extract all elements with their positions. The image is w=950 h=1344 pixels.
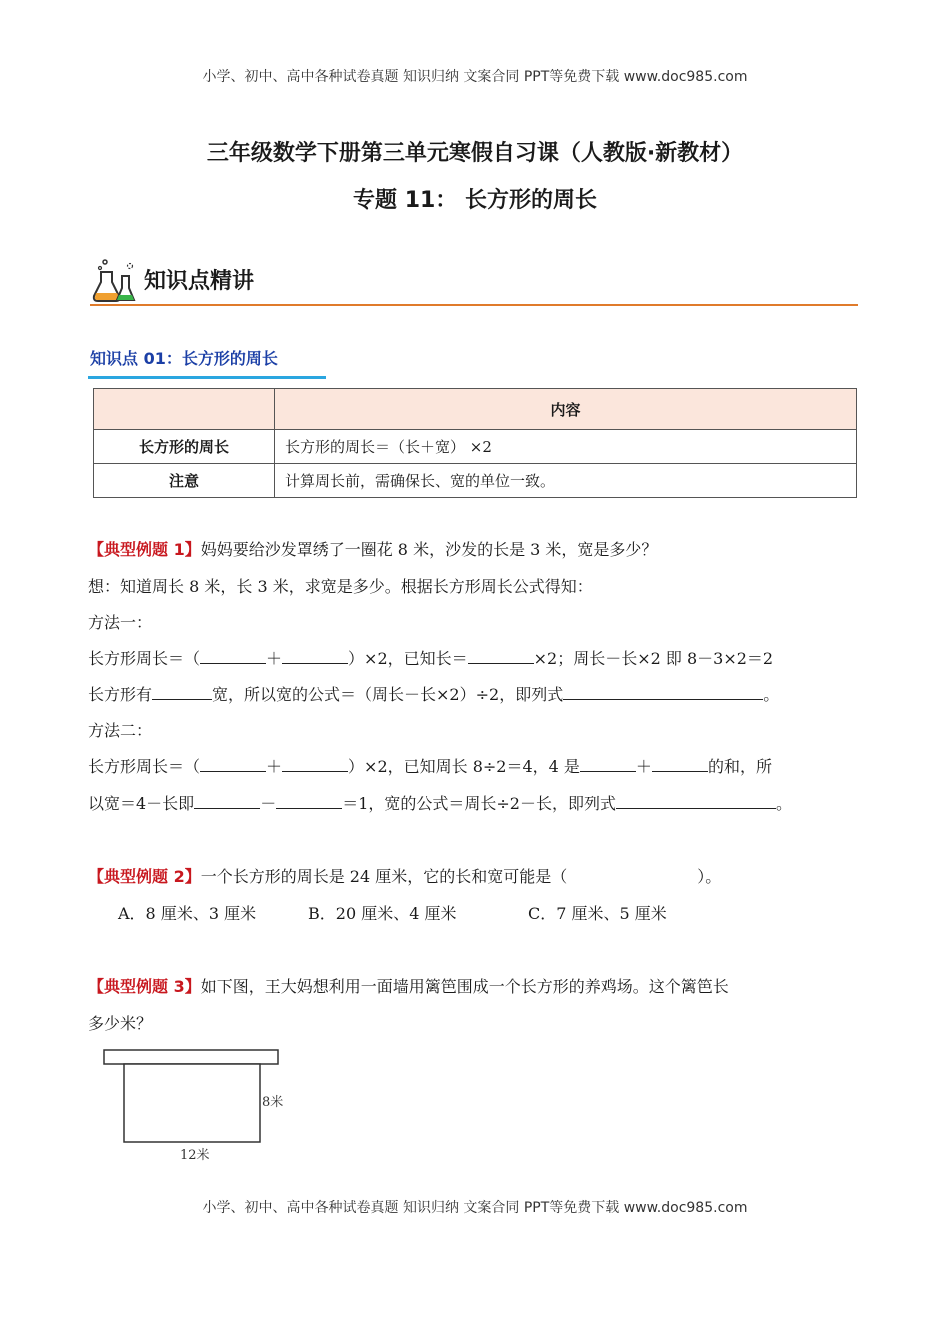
table-header-empty	[94, 389, 275, 430]
example2-tag: 【典型例题 2】	[88, 867, 201, 886]
answer-blank[interactable]	[200, 755, 266, 772]
answer-blank[interactable]	[200, 647, 266, 664]
example1-method2-line2	[88, 791, 792, 814]
table-row-label: 注意	[94, 464, 275, 498]
table-header-row	[94, 389, 857, 430]
fence-rectangle	[124, 1064, 260, 1142]
fence-diagram	[100, 1046, 300, 1164]
example3-question: 如下图，王大妈想利用一面墙用篱笆围成一个长方形的养鸡场。这个篱笆长	[200, 977, 729, 996]
example1-method1-line1	[88, 646, 773, 669]
example1-question: 妈妈要给沙发罩绣了一圈花 8 米，沙发的长是 3 米，宽是多少？	[200, 540, 658, 559]
answer-blank[interactable]	[563, 683, 763, 700]
text-span: 长方形有	[88, 685, 153, 704]
text-span: ）×2，已知周长 8÷2＝4，4 是	[348, 757, 580, 776]
example1-question-line	[88, 537, 657, 560]
option-a[interactable]: A．8 厘米、3 厘米	[118, 904, 257, 923]
table-header-cell: 内容	[275, 389, 857, 430]
example1-method2: 方法二：	[88, 721, 153, 740]
example1-think: 想：知道周长 8 米，长 3 米，求宽是多少。根据长方形周长公式得知：	[88, 577, 593, 596]
lab-flask-icon	[92, 258, 140, 304]
answer-blank[interactable]	[194, 792, 260, 809]
text-span: 以宽＝4－长即	[88, 794, 195, 813]
text-span: 。	[763, 685, 780, 704]
answer-blank[interactable]	[468, 647, 534, 664]
text-span: ×2；周长－长×2 即 8－3×2＝2	[533, 649, 774, 668]
text-span: ）。	[697, 867, 722, 886]
text-span: ＋	[635, 757, 652, 776]
example1-method1: 方法一：	[88, 613, 153, 632]
answer-blank[interactable]	[652, 755, 708, 772]
knowledge-point-title: 知识点 01：长方形的周长	[90, 349, 278, 368]
text-span: －	[260, 794, 277, 813]
section-title: 知识点精讲	[144, 269, 255, 294]
text-span: ＋	[266, 649, 283, 668]
text-span: 长方形周长＝（	[88, 649, 201, 668]
table-row-content: 长方形的周长＝（长＋宽） ×2	[275, 430, 857, 464]
example2-question-line	[88, 864, 721, 887]
text-span: 。	[775, 794, 792, 813]
text-span: ）×2，已知长＝	[348, 649, 468, 668]
example1-tag: 【典型例题 1】	[88, 540, 201, 559]
knowledge-table	[93, 388, 857, 498]
text-span: 的和，所	[707, 757, 772, 776]
answer-blank[interactable]	[282, 755, 348, 772]
option-b[interactable]: B．20 厘米、4 厘米	[308, 904, 457, 923]
table-row-label: 长方形的周长	[94, 430, 275, 464]
text-span: ＋	[266, 757, 283, 776]
text-span: ＝1，宽的公式＝周长÷2－长，即列式	[342, 794, 616, 813]
section-divider	[90, 304, 858, 306]
example1-method1-line2	[88, 682, 779, 705]
example1-method2-line1	[88, 754, 772, 777]
example3-question-line	[88, 974, 729, 997]
page-title: 三年级数学下册第三单元寒假自习课（人教版·新教材）	[206, 141, 744, 166]
answer-blank[interactable]	[616, 792, 776, 809]
text-span: 宽，所以宽的公式＝（周长－长×2）÷2，即列式	[212, 685, 564, 704]
height-label: 8米	[262, 1095, 284, 1110]
text-span: 长方形周长＝（	[88, 757, 201, 776]
page-header: 小学、初中、高中各种试卷真题 知识归纳 文案合同 PPT等免费下载 www.doc985.com	[202, 69, 748, 85]
answer-blank[interactable]	[282, 647, 348, 664]
wall	[104, 1050, 278, 1064]
answer-blank[interactable]	[276, 792, 342, 809]
option-c[interactable]: C．7 厘米、5 厘米	[528, 904, 667, 923]
width-label: 12米	[180, 1148, 210, 1163]
table-row	[94, 464, 857, 498]
answer-blank[interactable]	[152, 683, 212, 700]
example3-question-line2: 多少米？	[88, 1014, 153, 1033]
table-row-content: 计算周长前，需确保长、宽的单位一致。	[275, 464, 857, 498]
page-subtitle: 专题 11： 长方形的周长	[353, 188, 597, 213]
answer-blank[interactable]	[580, 755, 636, 772]
knowledge-point-underline	[88, 376, 326, 379]
example3-tag: 【典型例题 3】	[88, 977, 201, 996]
example2-question: 一个长方形的周长是 24 厘米，它的长和宽可能是（	[200, 867, 568, 886]
table-row	[94, 430, 857, 464]
page-footer: 小学、初中、高中各种试卷真题 知识归纳 文案合同 PPT等免费下载 www.doc985.com	[202, 1200, 748, 1216]
